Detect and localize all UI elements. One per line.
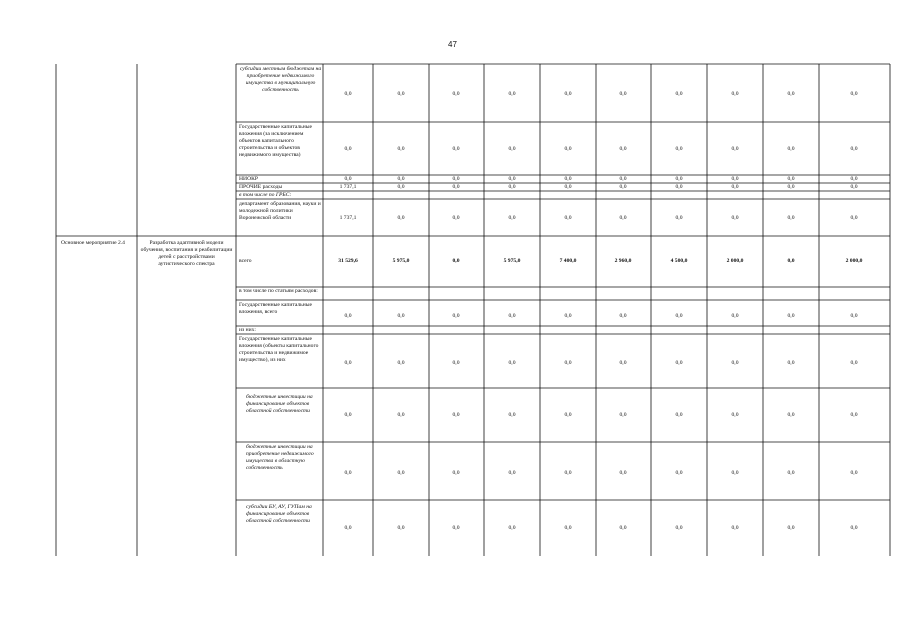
value-cell: 0,0: [731, 146, 739, 152]
value-cell: 0,0: [397, 91, 405, 97]
value-cell: 2 000,0: [845, 258, 863, 264]
value-cell: 0,0: [731, 360, 739, 366]
value-cell: 0,0: [397, 215, 405, 221]
value-cell: 0,0: [850, 184, 858, 190]
row-label: в том числе по статьям расходов:: [239, 288, 318, 294]
value-cell: 1 737,1: [339, 215, 357, 221]
value-cell: 0,0: [731, 313, 739, 319]
row-label: Государственные капитальные вложения, всего: [239, 302, 312, 315]
row-label: ПРОЧИЕ расходы: [239, 184, 283, 190]
value-cell: 0,0: [731, 91, 739, 97]
row-label: НИОКР: [239, 176, 258, 182]
value-cell: 0,0: [787, 470, 795, 476]
row-label: субсидии БУ, АУ, ГУПам на финансирование объектов областной собственности: [246, 504, 312, 524]
value-cell: 0,0: [452, 525, 460, 531]
value-cell: 0,0: [397, 176, 405, 182]
value-cell: 0,0: [787, 215, 795, 221]
value-cell: 0,0: [850, 313, 858, 319]
value-cell: 0,0: [731, 525, 739, 531]
row-label: субсидии местным бюджетам на приобретение недвижимого имущества в муниципальную собственность: [239, 66, 322, 93]
value-cell: 0,0: [850, 215, 858, 221]
value-cell: 0,0: [675, 470, 683, 476]
value-cell: 0,0: [344, 91, 352, 97]
value-cell: 0,0: [344, 412, 352, 418]
value-cell: 0,0: [344, 146, 352, 152]
row-label: департамент образования, науки и молодежной политики Воронежской области: [239, 201, 321, 221]
value-cell: 0,0: [452, 215, 460, 221]
value-cell: 0,0: [564, 360, 572, 366]
value-cell: 0,0: [675, 313, 683, 319]
value-cell: 0,0: [344, 313, 352, 319]
value-cell: 0,0: [787, 184, 795, 190]
value-cell: 0,0: [619, 91, 627, 97]
value-cell: 0,0: [452, 470, 460, 476]
value-cell: 0,0: [619, 525, 627, 531]
value-cell: 0,0: [397, 470, 405, 476]
value-cell: 0,0: [675, 91, 683, 97]
value-cell: 0,0: [619, 360, 627, 366]
value-cell: 0,0: [564, 91, 572, 97]
value-cell: 2 960,0: [614, 258, 632, 264]
value-cell: 0,0: [452, 360, 460, 366]
value-cell: 0,0: [564, 470, 572, 476]
value-cell: 0,0: [452, 258, 460, 264]
value-cell: 5 975,0: [392, 258, 410, 264]
value-cell: 0,0: [508, 525, 516, 531]
value-cell: 0,0: [850, 176, 858, 182]
value-cell: 0,0: [452, 146, 460, 152]
value-cell: 0,0: [397, 525, 405, 531]
value-cell: 0,0: [508, 360, 516, 366]
value-cell: 0,0: [850, 470, 858, 476]
value-cell: 0,0: [344, 360, 352, 366]
value-cell: 0,0: [731, 184, 739, 190]
value-cell: 0,0: [787, 360, 795, 366]
value-cell: 0,0: [452, 184, 460, 190]
value-cell: 0,0: [397, 146, 405, 152]
value-cell: 0,0: [850, 412, 858, 418]
row-label: всего: [239, 258, 252, 264]
value-cell: 0,0: [850, 525, 858, 531]
value-cell: 0,0: [619, 184, 627, 190]
value-cell: 0,0: [344, 470, 352, 476]
value-cell: 5 975,0: [503, 258, 521, 264]
value-cell: 0,0: [564, 525, 572, 531]
value-cell: 0,0: [564, 184, 572, 190]
value-cell: 0,0: [564, 146, 572, 152]
value-cell: 0,0: [397, 313, 405, 319]
value-cell: 0,0: [397, 412, 405, 418]
value-cell: 0,0: [675, 215, 683, 221]
value-cell: 0,0: [619, 215, 627, 221]
value-cell: 0,0: [787, 176, 795, 182]
page-number: 47: [448, 40, 457, 49]
value-cell: 0,0: [508, 470, 516, 476]
value-cell: 0,0: [787, 525, 795, 531]
value-cell: 0,0: [508, 176, 516, 182]
value-cell: 0,0: [850, 360, 858, 366]
row-label: Государственные капитальные вложения (за исключением объектов капитального строительства и объектов недвижимого имущества): [239, 124, 312, 158]
value-cell: 0,0: [850, 146, 858, 152]
value-cell: 0,0: [508, 91, 516, 97]
value-cell: 0,0: [508, 412, 516, 418]
value-cell: 7 400,0: [559, 258, 577, 264]
value-cell: 0,0: [787, 313, 795, 319]
value-cell: 0,0: [344, 176, 352, 182]
value-cell: 1 737,1: [339, 184, 357, 190]
row-label: в том числе по ГРБС:: [239, 192, 292, 198]
value-cell: 4 500,0: [670, 258, 688, 264]
value-cell: 0,0: [731, 412, 739, 418]
value-cell: 0,0: [344, 525, 352, 531]
row-label: Государственные капитальные вложения (объекты капитального строительства и недвижимое имущество), из них: [239, 336, 319, 363]
value-cell: 0,0: [675, 176, 683, 182]
value-cell: 31 529,6: [338, 258, 358, 264]
value-cell: 0,0: [787, 258, 795, 264]
row-label: бюджетные инвестиции на приобретение недвижимого имущества в областную собственность: [246, 444, 314, 471]
value-cell: 0,0: [787, 146, 795, 152]
value-cell: 0,0: [675, 184, 683, 190]
value-cell: 2 000,0: [726, 258, 744, 264]
value-cell: 0,0: [564, 412, 572, 418]
value-cell: 0,0: [619, 313, 627, 319]
value-cell: 0,0: [564, 215, 572, 221]
value-cell: 0,0: [564, 313, 572, 319]
value-cell: 0,0: [452, 313, 460, 319]
value-cell: 0,0: [787, 91, 795, 97]
value-cell: 0,0: [675, 360, 683, 366]
value-cell: 0,0: [397, 360, 405, 366]
value-cell: 0,0: [564, 176, 572, 182]
value-cell: 0,0: [731, 215, 739, 221]
value-cell: 0,0: [508, 215, 516, 221]
value-cell: 0,0: [452, 176, 460, 182]
value-cell: 0,0: [397, 184, 405, 190]
value-cell: 0,0: [675, 146, 683, 152]
value-cell: 0,0: [619, 146, 627, 152]
value-cell: 0,0: [675, 412, 683, 418]
value-cell: 0,0: [731, 176, 739, 182]
value-cell: 0,0: [850, 91, 858, 97]
value-cell: 0,0: [619, 412, 627, 418]
value-cell: 0,0: [508, 184, 516, 190]
value-cell: 0,0: [452, 412, 460, 418]
row-label: из них:: [239, 327, 256, 333]
main-event-description: Разработка адаптивной модели обучения, воспитания и реабилитации детей с расстройствами аутистического спектра: [140, 240, 233, 267]
value-cell: 0,0: [619, 470, 627, 476]
main-event-name: Основное мероприятие 2.4: [61, 240, 125, 246]
row-label: бюджетные инвестиции на финансирование объектов областной собственности: [246, 394, 313, 414]
value-cell: 0,0: [452, 91, 460, 97]
value-cell: 0,0: [731, 470, 739, 476]
value-cell: 0,0: [508, 146, 516, 152]
value-cell: 0,0: [619, 176, 627, 182]
value-cell: 0,0: [787, 412, 795, 418]
value-cell: 0,0: [675, 525, 683, 531]
value-cell: 0,0: [508, 313, 516, 319]
